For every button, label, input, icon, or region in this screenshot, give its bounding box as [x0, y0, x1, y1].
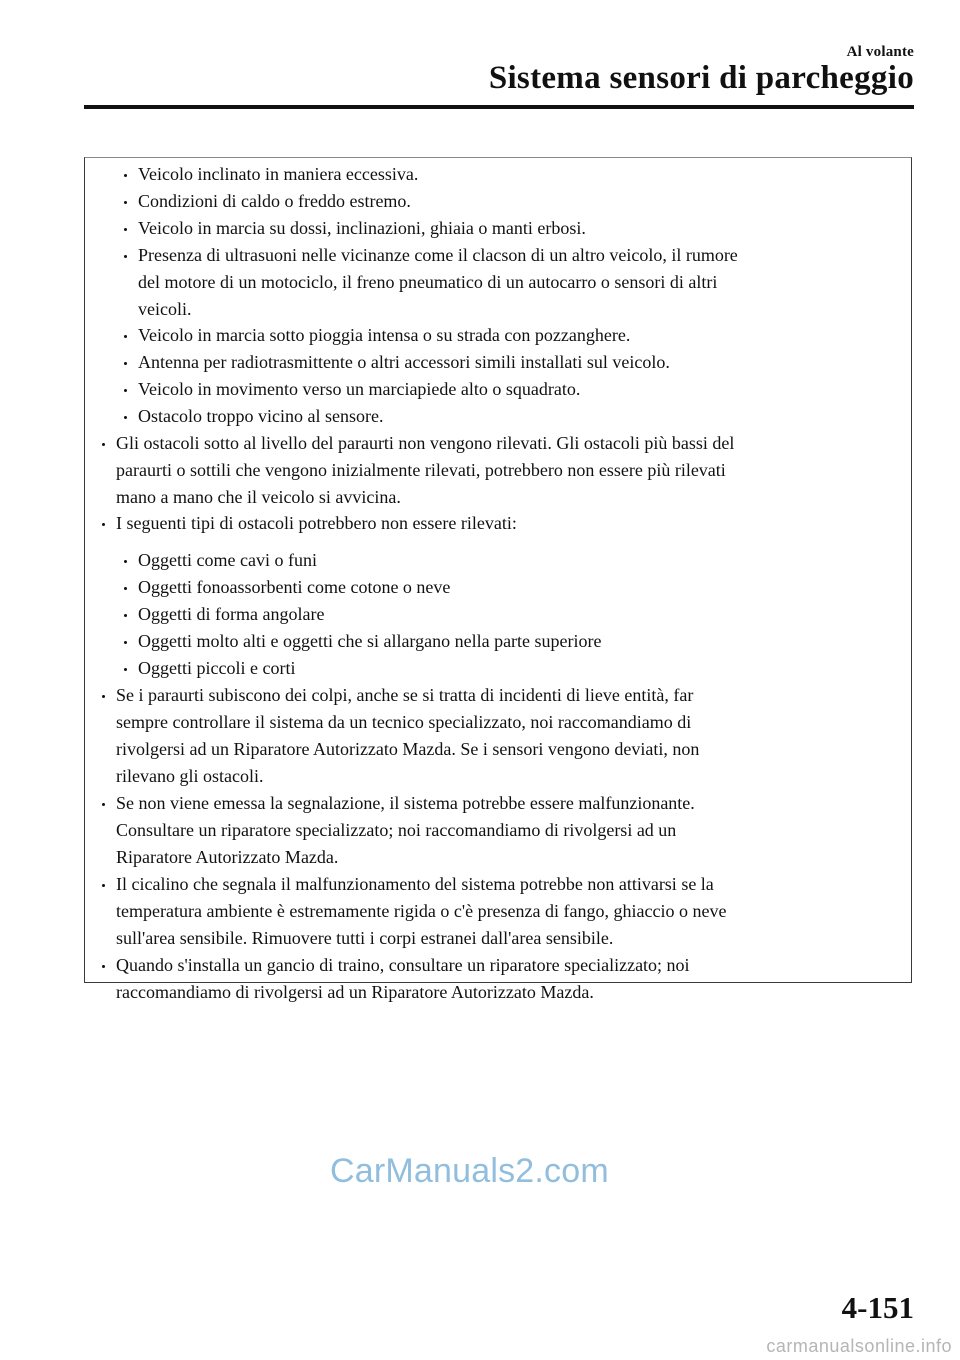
- section-label: Al volante: [846, 44, 914, 60]
- bullet-dot: [102, 965, 105, 968]
- bullet-dot: [102, 884, 105, 887]
- item-line: sull'area sensibile. Rimuovere tutti i corpi estranei dall'area sensibile.: [116, 928, 614, 948]
- list-item: [124, 655, 890, 682]
- item-line: I seguenti tipi di ostacoli potrebbero non essere rilevati:: [116, 513, 517, 533]
- item-line: Il cicalino che segnala il malfunzionamento del sistema potrebbe non attivarsi se la: [116, 874, 714, 894]
- bullet-dot: [124, 641, 127, 644]
- bullet-dot: [124, 587, 127, 590]
- list-item: [124, 628, 890, 655]
- item-line: Consultare un riparatore specializzato; noi raccomandiamo di rivolgersi ad un: [116, 820, 677, 840]
- item-line: Se non viene emessa la segnalazione, il sistema potrebbe essere malfunzionante.: [116, 793, 695, 813]
- bullet-dot: [124, 614, 127, 617]
- bullet-dot: [124, 228, 127, 231]
- item-line: del motore di un motociclo, il freno pneumatico di un autocarro o sensori di altri: [138, 272, 718, 292]
- item-line: Antenna per radiotrasmittente o altri accessori simili installati sul veicolo.: [138, 352, 670, 372]
- item-line: sempre controllare il sistema da un tecnico specializzato, noi raccomandiamo di: [116, 712, 692, 732]
- item-line: Oggetti molto alti e oggetti che si allargano nella parte superiore: [138, 631, 602, 651]
- list-item: [124, 376, 890, 403]
- item-line: Veicolo in movimento verso un marciapiede alto o squadrato.: [138, 379, 581, 399]
- list-item: [124, 547, 890, 574]
- list-item: [124, 403, 890, 430]
- item-line: Oggetti di forma angolare: [138, 604, 325, 624]
- page-number: 4-151: [841, 1290, 914, 1325]
- bullet-dot: [124, 560, 127, 563]
- bullet-dot: [102, 803, 105, 806]
- item-line: Veicolo inclinato in maniera eccessiva.: [138, 164, 419, 184]
- list-item: [102, 510, 892, 537]
- item-line: Se i paraurti subiscono dei colpi, anche se si tratta di incidenti di lieve entità, far: [116, 685, 694, 705]
- item-line: Quando s'installa un gancio di traino, consultare un riparatore specializzato; noi: [116, 955, 690, 975]
- list-item: [124, 215, 890, 242]
- bullet-dot: [102, 523, 105, 526]
- item-line: Riparatore Autorizzato Mazda.: [116, 847, 339, 867]
- bullet-dot: [124, 335, 127, 338]
- item-line: Ostacolo troppo vicino al sensore.: [138, 406, 384, 426]
- list-item: [102, 430, 892, 511]
- list-item: [102, 952, 892, 1006]
- bullet-dot: [124, 255, 127, 258]
- item-line: veicoli.: [138, 299, 192, 319]
- bullet-dot: [102, 443, 105, 446]
- list-item: [124, 349, 890, 376]
- list-item: [124, 574, 890, 601]
- item-line: Oggetti fonoassorbenti come cotone o neve: [138, 577, 451, 597]
- bullet-dot: [124, 416, 127, 419]
- list-item: [124, 322, 890, 349]
- footer-watermark: carmanualsonline.info: [766, 1336, 952, 1356]
- item-line: raccomandiamo di rivolgersi ad un Riparatore Autorizzato Mazda.: [116, 982, 594, 1002]
- list-item: [124, 188, 890, 215]
- bullet-dot: [124, 174, 127, 177]
- bullet-dot: [124, 668, 127, 671]
- item-line: Oggetti piccoli e corti: [138, 658, 296, 678]
- list-item: [124, 242, 890, 323]
- section-title: Sistema sensori di parcheggio: [488, 60, 914, 96]
- list-item: [124, 601, 890, 628]
- item-line: Condizioni di caldo o freddo estremo.: [138, 191, 411, 211]
- bullet-dot: [124, 362, 127, 365]
- bullet-dot: [124, 201, 127, 204]
- item-line: rilevano gli ostacoli.: [116, 766, 264, 786]
- item-line: paraurti o sottili che vengono inizialmente rilevati, potrebbero non essere più rilevati: [116, 460, 726, 480]
- header-divider: [84, 105, 914, 109]
- bullet-dot: [124, 389, 127, 392]
- item-line: temperatura ambiente è estremamente rigida o c'è presenza di fango, ghiaccio o neve: [116, 901, 727, 921]
- list-item: [102, 871, 892, 952]
- list-item: [102, 682, 892, 790]
- item-line: Presenza di ultrasuoni nelle vicinanze come il clacson di un altro veicolo, il rumore: [138, 245, 738, 265]
- list-item: [124, 161, 890, 188]
- item-line: mano a mano che il veicolo si avvicina.: [116, 487, 401, 507]
- item-line: Oggetti come cavi o funi: [138, 550, 317, 570]
- watermark-logo: CarManuals2.com: [330, 1152, 609, 1190]
- list-item: [102, 790, 892, 871]
- item-line: rivolgersi ad un Riparatore Autorizzato Mazda. Se i sensori vengono deviati, non: [116, 739, 700, 759]
- bullet-dot: [102, 695, 105, 698]
- item-line: Veicolo in marcia su dossi, inclinazioni, ghiaia o manti erbosi.: [138, 218, 586, 238]
- item-line: Gli ostacoli sotto al livello del paraurti non vengono rilevati. Gli ostacoli più bassi del: [116, 433, 735, 453]
- item-line: Veicolo in marcia sotto pioggia intensa o su strada con pozzanghere.: [138, 325, 631, 345]
